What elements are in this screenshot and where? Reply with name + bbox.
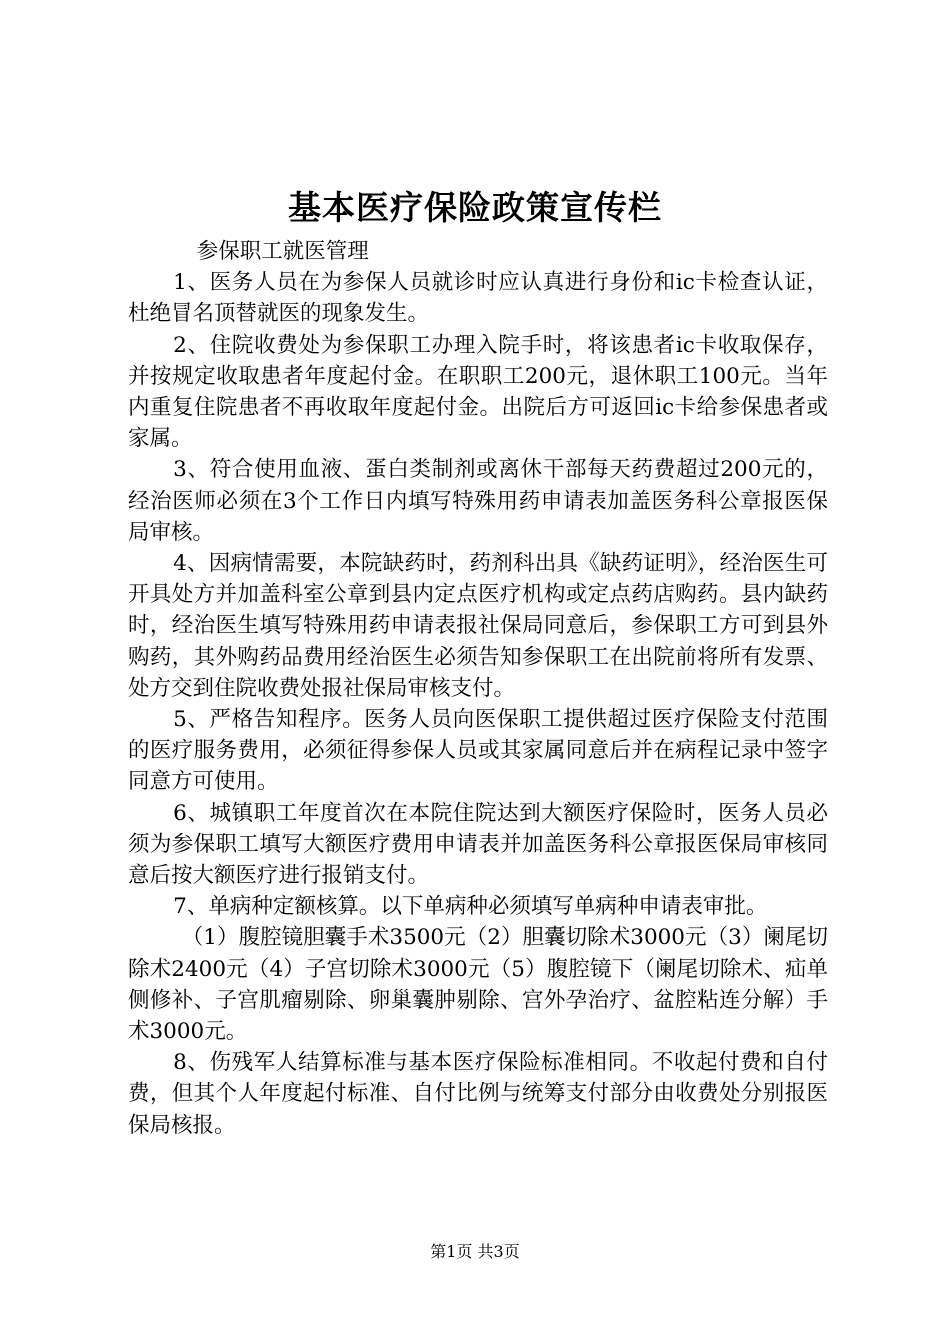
paragraph-7-procedures: （1）腹腔镜胆囊手术3500元（2）胆囊切除术3000元（3）阑尾切除术2400元（4）子宫切除术3000元（5）腹腔镜下（阑尾切除术、疝单侧修补、子宫肌瘤剔除、卵巢囊肿剔除、宫外孕治疗、盆腔粘连分解）手术3000元。 bbox=[128, 925, 828, 1045]
paragraph-7: 7、单病种定额核算。以下单病种必须填写单病种申请表审批。 bbox=[173, 894, 768, 920]
paragraph-2: 2、住院收费处为参保职工办理入院手时，将该患者ic卡收取保存，并按规定收取患者年度起付金。在职职工200元，退休职工100元。当年内重复住院患者不再收取年度起付金。出院后方可返回ic卡给参保患者或家属。 bbox=[128, 332, 828, 452]
paragraph-5: 5、严格告知程序。医务人员向医保职工提供超过医疗保险支付范围的医疗服务费用，必须征得参保人员或其家属同意后并在病程记录中签字同意方可使用。 bbox=[128, 707, 828, 795]
page-number-footer: 第1页 共3页 bbox=[430, 1242, 520, 1261]
paragraph-1: 1、医务人员在为参保人员就诊时应认真进行身份和ic卡检查认证，杜绝冒名顶替就医的现象发生。 bbox=[128, 270, 828, 327]
document-title: 基本医疗保险政策宣传栏 bbox=[288, 188, 662, 227]
paragraph-8: 8、伤残军人结算标准与基本医疗保险标准相同。不收起付费和自付费，但其个人年度起付标准、自付比例与统筹支付部分由收费处分别报医保局核报。 bbox=[128, 1050, 828, 1138]
paragraph-3: 3、符合使用血液、蛋白类制剂或离休干部每天药费超过200元的，经治医师必须在3个工作日内填写特殊用药申请表加盖医务科公章报医保局审核。 bbox=[128, 457, 828, 545]
document-body bbox=[128, 236, 828, 1141]
paragraph-4: 4、因病情需要，本院缺药时，药剂科出具《缺药证明》，经治医生可开具处方并加盖科室公章到县内定点医疗机构或定点药店购药。县内缺药时，经治医生填写特殊用药申请表报社保局同意后，参保职工方可到县外购药，其外购药品费用经治医生必须告知参保职工在出院前将所有发票、处方交到住院收费处报社保局审核支付。 bbox=[128, 551, 828, 701]
section-heading: 参保职工就医管理 bbox=[196, 239, 369, 264]
paragraph-6: 6、城镇职工年度首次在本院住院达到大额医疗保险时，医务人员必须为参保职工填写大额医疗费用申请表并加盖医务科公章报医保局审核同意后按大额医疗进行报销支付。 bbox=[128, 800, 828, 889]
